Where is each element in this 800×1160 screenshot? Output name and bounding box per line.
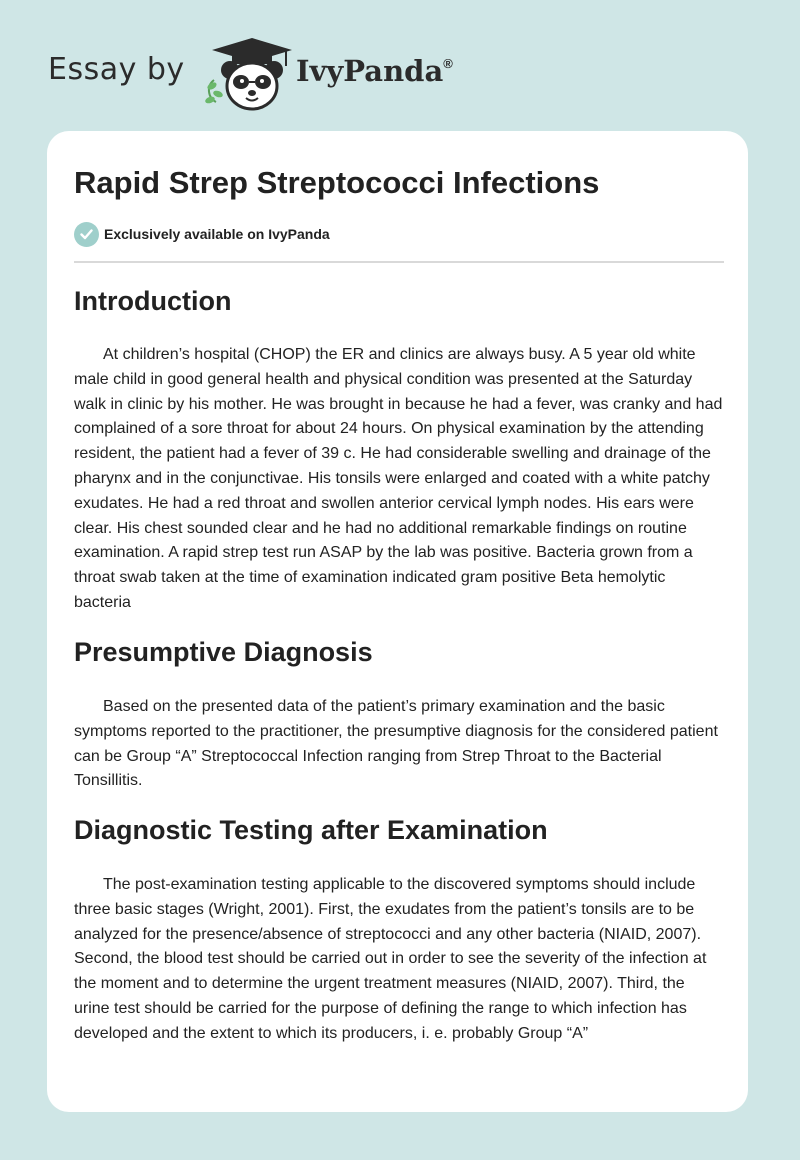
- exclusive-badge-label: Exclusively available on IvyPanda: [104, 226, 330, 242]
- section-text-presumptive-diagnosis: Based on the presented data of the patient’s primary examination and the basic symptoms reported to the practitioner, the presumptive diagnosis for the considered patient can be Group “A” Streptococcal Infection ranging from Strep Throat to the Bacterial Tonsillitis.: [74, 698, 718, 790]
- check-icon: [74, 222, 99, 247]
- exclusive-badge: [74, 221, 330, 247]
- section-heading-diagnostic-testing: Diagnostic Testing after Examination: [74, 815, 548, 845]
- section-text-introduction: At children’s hospital (CHOP) the ER and clinics are always busy. A 5 year old white male child in good general health and physical condition was presented at the Saturday walk in clinic by his mother. He was brought in because he had a fever, was cranky and had complained of a sore throat for about 24 hours. On physical examination by the attending resident, the patient had a fever of 39 c. He had considerable swelling and drainage of the pharynx and in the conjunctivae. His tonsils were enlarged and coated with a white patchy exudates. He had a red throat and swollen anterior cervical lymph nodes. His ears were clear. His chest sounded clear and he had no additional remarkable findings on routine examination. A rapid strep test run ASAP by the lab was positive. Bacteria grown from a throat swab taken at the time of examination indicated gram positive Beta hemolytic bacteria: [74, 346, 723, 611]
- section-text-diagnostic-testing: The post-examination testing applicable to the discovered symptoms should include three basic stages (Wright, 2001). First, the exudates from the patient’s tonsils are to be analyzed for the presence/absence of streptococci and any other bacteria (NIAID, 2007). Second, the blood test should be carried out in order to see the severity of the infection at the moment and to determine the urgent treatment measures (NIAID, 2007). Third, the urine test should be carried for the purpose of defining the range to which infection has developed and the extent to which its producers, i. e. probably Group “A”: [74, 876, 707, 1042]
- section-heading-introduction: Introduction: [74, 286, 232, 316]
- ivypanda-logo-icon[interactable]: [202, 36, 294, 112]
- section-heading-presumptive-diagnosis: Presumptive Diagnosis: [74, 637, 373, 667]
- essay-by-label: Essay by: [48, 52, 185, 87]
- site-header: [48, 36, 648, 116]
- brand-name[interactable]: IvyPanda®: [296, 54, 453, 88]
- page-title: Rapid Strep Streptococci Infections: [74, 165, 600, 200]
- divider: [74, 261, 724, 263]
- essay-card: [47, 131, 748, 1112]
